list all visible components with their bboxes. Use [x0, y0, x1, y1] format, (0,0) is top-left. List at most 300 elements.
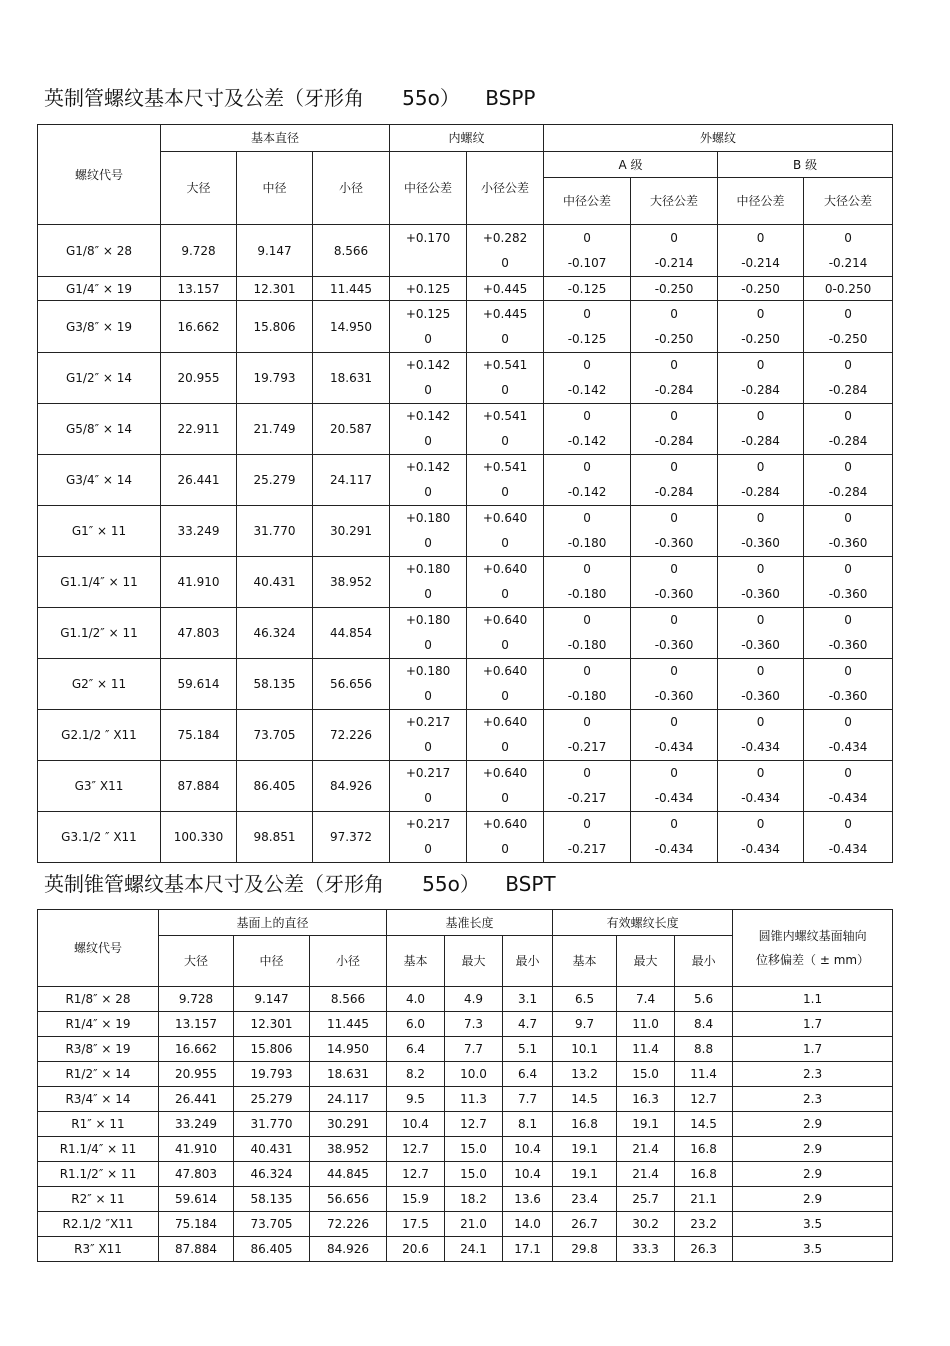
header-thread-code: 螺纹代号	[38, 125, 161, 225]
thread-code-cell: G2″ × 11	[38, 659, 161, 710]
useful-min-cell: 21.1	[675, 1187, 733, 1212]
table-row	[38, 225, 893, 277]
tolerance-upper: 0	[670, 562, 678, 576]
tolerance-upper: 0	[756, 817, 765, 831]
major-diameter-cell: 26.441	[159, 1087, 234, 1112]
major-diameter-cell: 20.955	[161, 353, 237, 404]
major-diameter-cell: 9.728	[161, 225, 237, 277]
internal-minor-tol-cell	[467, 455, 544, 506]
tolerance-upper: +0.180	[405, 511, 451, 525]
tolerance-lower: -0.360	[654, 536, 694, 550]
table-row	[38, 1137, 893, 1162]
gauge-max-cell: 15.0	[445, 1162, 503, 1187]
thread-code-cell: G1″ × 11	[38, 506, 161, 557]
internal-pitch-tol-cell	[390, 557, 467, 608]
bspt-table	[37, 909, 893, 1262]
tolerance-lower: -0.284	[828, 485, 868, 499]
pitch-diameter-cell: 98.851	[237, 812, 313, 863]
thread-code-cell: R3/8″ × 19	[38, 1037, 159, 1062]
tolerance-upper: 0	[756, 715, 765, 729]
thread-code-cell: G3″ X11	[38, 761, 161, 812]
tolerance-upper: +0.640	[482, 715, 528, 729]
header-gauge-length: 基准长度	[387, 910, 553, 936]
minor-diameter-cell: 44.845	[310, 1162, 387, 1187]
tolerance-lower: -0.214	[654, 255, 694, 270]
tolerance-lower: -0.214	[741, 255, 780, 270]
b-major-tol-cell	[804, 761, 893, 812]
tolerance-upper: 0	[583, 817, 591, 831]
b-major-tol-cell	[804, 404, 893, 455]
thread-code-cell: R1.1/2″ × 11	[38, 1162, 159, 1187]
axial-offset-cell: 1.7	[733, 1012, 893, 1037]
thread-code-cell: R1/2″ × 14	[38, 1062, 159, 1087]
tolerance-upper: 0	[583, 306, 591, 321]
b-pitch-tol-cell	[718, 353, 804, 404]
major-diameter-cell: 100.330	[161, 812, 237, 863]
tolerance-lower: 0	[424, 791, 432, 805]
thread-code-cell: R1/4″ × 19	[38, 1012, 159, 1037]
useful-max-cell: 7.4	[617, 987, 675, 1012]
useful-max-cell: 30.2	[617, 1212, 675, 1237]
tolerance-upper: +0.541	[482, 460, 528, 474]
tolerance-upper: 0	[583, 715, 591, 729]
b-major-tol-cell	[804, 506, 893, 557]
major-diameter-cell: 13.157	[159, 1012, 234, 1037]
a-major-tol-cell	[631, 812, 718, 863]
header-internal-pitch-tol: 中径公差	[390, 152, 467, 225]
tolerance-lower: -0.180	[567, 689, 607, 703]
tolerance-upper: 0	[844, 409, 852, 423]
tolerance-lower: 0	[501, 434, 509, 448]
a-pitch-tol-cell	[544, 353, 631, 404]
a-pitch-tol-cell	[544, 301, 631, 353]
tolerance-upper: 0	[844, 230, 852, 245]
tolerance-lower: -0.360	[741, 587, 780, 601]
major-diameter-cell: 75.184	[159, 1212, 234, 1237]
tolerance-upper: 0	[583, 766, 591, 780]
tolerance-lower: -0.142	[567, 383, 607, 397]
b-pitch-tol-cell	[718, 404, 804, 455]
tolerance-upper: +0.217	[405, 715, 451, 729]
tolerance-lower: -0.434	[741, 791, 780, 805]
tolerance-lower: -0.360	[828, 536, 868, 550]
tolerance-upper: +0.142	[405, 409, 451, 423]
tolerance-upper: 0	[670, 664, 678, 678]
major-diameter-cell: 16.662	[161, 301, 237, 353]
header-gauge-diameter: 基面上的直径	[159, 910, 387, 936]
header-useful-length: 有效螺纹长度	[553, 910, 733, 936]
tolerance-lower: 0	[501, 842, 509, 856]
tolerance-upper: 0	[844, 511, 852, 525]
table-row	[38, 1112, 893, 1137]
pitch-diameter-cell: 73.705	[234, 1212, 310, 1237]
b-major-tol-cell	[804, 710, 893, 761]
useful-min-cell: 23.2	[675, 1212, 733, 1237]
tolerance-upper: +0.125	[405, 306, 451, 321]
gauge-min-cell: 8.1	[503, 1112, 553, 1137]
axial-offset-cell: 2.3	[733, 1062, 893, 1087]
tolerance-lower: -0.360	[741, 689, 780, 703]
header-b-major-tol: 大径公差	[804, 178, 893, 225]
tolerance-lower: -0.284	[828, 434, 868, 448]
header-internal-thread: 内螺纹	[390, 125, 544, 152]
table-row	[38, 353, 893, 404]
gauge-max-cell: 21.0	[445, 1212, 503, 1237]
tolerance-upper: 0	[756, 766, 765, 780]
minor-diameter-cell: 24.117	[313, 455, 390, 506]
useful-basic-cell: 6.5	[553, 987, 617, 1012]
minor-diameter-cell: 56.656	[310, 1187, 387, 1212]
tolerance-upper: 0	[670, 715, 678, 729]
tolerance-lower: 0	[501, 255, 509, 270]
gauge-min-cell: 4.7	[503, 1012, 553, 1037]
thread-code-cell: G1.1/2″ × 11	[38, 608, 161, 659]
internal-minor-tol-cell	[467, 301, 544, 353]
gauge-min-cell: 14.0	[503, 1212, 553, 1237]
useful-min-cell: 11.4	[675, 1062, 733, 1087]
tolerance-upper: 0	[756, 409, 765, 423]
internal-minor-tol-cell: +0.445	[467, 277, 544, 301]
tolerance-upper: 0	[844, 358, 852, 372]
gauge-basic-cell: 9.5	[387, 1087, 445, 1112]
tolerance-lower: -0.180	[567, 587, 607, 601]
internal-minor-tol-cell	[467, 710, 544, 761]
useful-basic-cell: 23.4	[553, 1187, 617, 1212]
useful-min-cell: 12.7	[675, 1087, 733, 1112]
internal-pitch-tol-cell	[390, 225, 467, 277]
tolerance-upper: +0.640	[482, 511, 528, 525]
b-major-tol-cell	[804, 225, 893, 277]
thread-code-cell: G5/8″ × 14	[38, 404, 161, 455]
tolerance-lower: -0.360	[741, 638, 780, 652]
table-row	[38, 1212, 893, 1237]
useful-min-cell: 5.6	[675, 987, 733, 1012]
pitch-diameter-cell: 58.135	[234, 1187, 310, 1212]
tolerance-upper: +0.541	[482, 409, 528, 423]
tolerance-lower: 0	[424, 331, 432, 346]
a-pitch-tol-cell: -0.125	[544, 277, 631, 301]
tolerance-lower: -0.360	[828, 689, 868, 703]
tolerance-upper: +0.180	[405, 613, 451, 627]
major-diameter-cell: 41.910	[161, 557, 237, 608]
tolerance-upper: +0.640	[482, 562, 528, 576]
tolerance-lower: 0	[424, 638, 432, 652]
a-major-tol-cell	[631, 506, 718, 557]
a-pitch-tol-cell	[544, 557, 631, 608]
gauge-min-cell: 3.1	[503, 987, 553, 1012]
pitch-diameter-cell: 25.279	[234, 1087, 310, 1112]
tolerance-lower: -0.360	[654, 689, 694, 703]
tolerance-lower: 0	[501, 689, 509, 703]
gauge-min-cell: 6.4	[503, 1062, 553, 1087]
tolerance-upper: 0	[670, 766, 678, 780]
major-diameter-cell: 26.441	[161, 455, 237, 506]
major-diameter-cell: 87.884	[161, 761, 237, 812]
tolerance-upper: +0.142	[405, 358, 451, 372]
tolerance-lower: -0.284	[654, 434, 694, 448]
tolerance-lower: 0	[501, 587, 509, 601]
axial-offset-cell: 2.9	[733, 1112, 893, 1137]
internal-pitch-tol-cell	[390, 353, 467, 404]
useful-max-cell: 11.4	[617, 1037, 675, 1062]
tolerance-lower: 0	[424, 485, 432, 499]
table-row	[38, 301, 893, 353]
header-gauge-min: 最小	[503, 936, 553, 987]
tolerance-upper: +0.640	[482, 613, 528, 627]
tolerance-upper: 0	[583, 230, 591, 245]
gauge-max-cell: 10.0	[445, 1062, 503, 1087]
tolerance-lower: -0.250	[741, 331, 780, 346]
tolerance-lower: -0.180	[567, 536, 607, 550]
gauge-min-cell: 10.4	[503, 1162, 553, 1187]
gauge-basic-cell: 8.2	[387, 1062, 445, 1087]
gauge-max-cell: 4.9	[445, 987, 503, 1012]
axial-offset-cell: 2.9	[733, 1137, 893, 1162]
internal-pitch-tol-cell	[390, 659, 467, 710]
gauge-min-cell: 7.7	[503, 1087, 553, 1112]
tolerance-lower: 0	[501, 740, 509, 754]
header-pitch-diameter: 中径	[234, 936, 310, 987]
minor-diameter-cell: 56.656	[313, 659, 390, 710]
minor-diameter-cell: 11.445	[313, 277, 390, 301]
tolerance-upper: +0.170	[405, 230, 451, 245]
internal-minor-tol-cell	[467, 659, 544, 710]
header-class-a: A 级	[544, 152, 718, 178]
minor-diameter-cell: 72.226	[313, 710, 390, 761]
gauge-basic-cell: 20.6	[387, 1237, 445, 1262]
useful-basic-cell: 14.5	[553, 1087, 617, 1112]
major-diameter-cell: 59.614	[161, 659, 237, 710]
gauge-max-cell: 7.3	[445, 1012, 503, 1037]
minor-diameter-cell: 72.226	[310, 1212, 387, 1237]
b-pitch-tol-cell	[718, 506, 804, 557]
b-pitch-tol-cell	[718, 455, 804, 506]
tolerance-upper: 0	[844, 613, 852, 627]
gauge-max-cell: 7.7	[445, 1037, 503, 1062]
tolerance-upper: 0	[844, 562, 852, 576]
header-major-diameter: 大径	[161, 152, 237, 225]
a-major-tol-cell	[631, 301, 718, 353]
table-row	[38, 1087, 893, 1112]
tolerance-lower: 0	[424, 842, 432, 856]
internal-minor-tol-cell	[467, 225, 544, 277]
tolerance-upper: +0.180	[405, 664, 451, 678]
tolerance-upper: +0.640	[482, 664, 528, 678]
internal-pitch-tol-cell	[390, 608, 467, 659]
b-pitch-tol-cell	[718, 301, 804, 353]
useful-min-cell: 16.8	[675, 1137, 733, 1162]
useful-max-cell: 11.0	[617, 1012, 675, 1037]
a-pitch-tol-cell	[544, 404, 631, 455]
b-pitch-tol-cell: -0.250	[718, 277, 804, 301]
useful-basic-cell: 9.7	[553, 1012, 617, 1037]
table-row	[38, 1037, 893, 1062]
gauge-max-cell: 12.7	[445, 1112, 503, 1137]
thread-code-cell: R1″ × 11	[38, 1112, 159, 1137]
axial-offset-cell: 1.1	[733, 987, 893, 1012]
tolerance-lower: -0.360	[828, 638, 868, 652]
pitch-diameter-cell: 86.405	[237, 761, 313, 812]
tolerance-lower: -0.142	[567, 485, 607, 499]
gauge-basic-cell: 12.7	[387, 1137, 445, 1162]
tolerance-lower: -0.284	[828, 383, 868, 397]
pitch-diameter-cell: 73.705	[237, 710, 313, 761]
tolerance-upper: 0	[756, 511, 765, 525]
gauge-min-cell: 10.4	[503, 1137, 553, 1162]
header-class-b: B 级	[718, 152, 893, 178]
tolerance-lower: 0	[501, 536, 509, 550]
tolerance-lower: -0.360	[828, 587, 868, 601]
table-row	[38, 761, 893, 812]
a-major-tol-cell	[631, 225, 718, 277]
thread-code-cell: R3/4″ × 14	[38, 1087, 159, 1112]
table-row	[38, 812, 893, 863]
useful-max-cell: 21.4	[617, 1137, 675, 1162]
tolerance-upper: 0	[670, 306, 678, 321]
header-useful-max: 最大	[617, 936, 675, 987]
tolerance-upper: 0	[583, 460, 591, 474]
b-major-tol-cell	[804, 301, 893, 353]
tolerance-lower: 0	[501, 383, 509, 397]
minor-diameter-cell: 8.566	[313, 225, 390, 277]
tolerance-upper: +0.282	[482, 230, 528, 245]
useful-basic-cell: 29.8	[553, 1237, 617, 1262]
thread-code-cell: R2.1/2 ″X11	[38, 1212, 159, 1237]
tolerance-lower: -0.434	[828, 791, 868, 805]
gauge-basic-cell: 4.0	[387, 987, 445, 1012]
tolerance-upper: 0	[844, 766, 852, 780]
minor-diameter-cell: 38.952	[313, 557, 390, 608]
header-internal-minor-tol: 小径公差	[467, 152, 544, 225]
tolerance-upper: 0	[670, 230, 678, 245]
tolerance-lower: -0.360	[741, 536, 780, 550]
tolerance-upper: 0	[583, 613, 591, 627]
b-pitch-tol-cell	[718, 557, 804, 608]
a-major-tol-cell	[631, 353, 718, 404]
header-a-major-tol: 大径公差	[631, 178, 718, 225]
b-major-tol-cell	[804, 353, 893, 404]
a-pitch-tol-cell	[544, 710, 631, 761]
tolerance-upper: 0	[583, 409, 591, 423]
tolerance-lower: -0.434	[654, 740, 694, 754]
gauge-max-cell: 24.1	[445, 1237, 503, 1262]
major-diameter-cell: 33.249	[159, 1112, 234, 1137]
minor-diameter-cell: 18.631	[310, 1062, 387, 1087]
thread-code-cell: G1.1/4″ × 11	[38, 557, 161, 608]
pitch-diameter-cell: 19.793	[237, 353, 313, 404]
tolerance-lower: -0.217	[567, 791, 607, 805]
gauge-basic-cell: 12.7	[387, 1162, 445, 1187]
pitch-diameter-cell: 31.770	[237, 506, 313, 557]
tolerance-lower: -0.180	[567, 638, 607, 652]
tolerance-upper: 0	[756, 460, 765, 474]
table-row	[38, 557, 893, 608]
bspp-table	[37, 124, 893, 863]
gauge-max-cell: 15.0	[445, 1137, 503, 1162]
internal-minor-tol-cell	[467, 761, 544, 812]
useful-max-cell: 19.1	[617, 1112, 675, 1137]
table-row	[38, 404, 893, 455]
gauge-basic-cell: 17.5	[387, 1212, 445, 1237]
tolerance-upper: 0	[670, 817, 678, 831]
header-external-thread: 外螺纹	[544, 125, 893, 152]
useful-max-cell: 15.0	[617, 1062, 675, 1087]
table-row	[38, 710, 893, 761]
internal-minor-tol-cell	[467, 506, 544, 557]
thread-code-cell: G3/4″ × 14	[38, 455, 161, 506]
minor-diameter-cell: 20.587	[313, 404, 390, 455]
internal-minor-tol-cell	[467, 557, 544, 608]
axial-offset-cell: 3.5	[733, 1212, 893, 1237]
tolerance-upper: 0	[844, 817, 852, 831]
internal-minor-tol-cell	[467, 608, 544, 659]
thread-code-cell: G3/8″ × 19	[38, 301, 161, 353]
tolerance-lower: 0	[501, 485, 509, 499]
useful-basic-cell: 26.7	[553, 1212, 617, 1237]
internal-pitch-tol-cell: +0.125	[390, 277, 467, 301]
axial-offset-cell: 3.5	[733, 1237, 893, 1262]
tolerance-upper: 0	[756, 358, 765, 372]
pitch-diameter-cell: 46.324	[234, 1162, 310, 1187]
internal-minor-tol-cell	[467, 353, 544, 404]
pitch-diameter-cell: 12.301	[237, 277, 313, 301]
header-useful-basic: 基本	[553, 936, 617, 987]
header-b-pitch-tol: 中径公差	[718, 178, 804, 225]
header-axial-offset-line2: 位移偏差（ ± mm）	[756, 953, 870, 967]
header-useful-min: 最小	[675, 936, 733, 987]
minor-diameter-cell: 30.291	[310, 1112, 387, 1137]
thread-code-cell: R1.1/4″ × 11	[38, 1137, 159, 1162]
major-diameter-cell: 22.911	[161, 404, 237, 455]
minor-diameter-cell: 14.950	[310, 1037, 387, 1062]
header-minor-diameter: 小径	[313, 152, 390, 225]
tolerance-upper: 0	[844, 715, 852, 729]
b-pitch-tol-cell	[718, 761, 804, 812]
b-major-tol-cell	[804, 557, 893, 608]
tolerance-lower: -0.434	[741, 842, 780, 856]
tolerance-lower: -0.217	[567, 740, 607, 754]
minor-diameter-cell: 8.566	[310, 987, 387, 1012]
header-axial-offset	[733, 910, 893, 987]
pitch-diameter-cell: 40.431	[237, 557, 313, 608]
useful-basic-cell: 19.1	[553, 1162, 617, 1187]
tolerance-lower: -0.250	[654, 331, 694, 346]
table-row	[38, 1062, 893, 1087]
tolerance-upper: +0.640	[482, 766, 528, 780]
tolerance-upper: 0	[844, 306, 852, 321]
internal-pitch-tol-cell	[390, 506, 467, 557]
table-row	[38, 659, 893, 710]
bspt-table-body	[38, 987, 893, 1262]
a-pitch-tol-cell	[544, 506, 631, 557]
tolerance-upper: 0	[583, 562, 591, 576]
useful-max-cell: 33.3	[617, 1237, 675, 1262]
useful-basic-cell: 10.1	[553, 1037, 617, 1062]
b-major-tol-cell	[804, 608, 893, 659]
axial-offset-cell: 2.9	[733, 1187, 893, 1212]
minor-diameter-cell: 97.372	[313, 812, 390, 863]
tolerance-lower: -0.284	[741, 383, 780, 397]
tolerance-upper: +0.142	[405, 460, 451, 474]
pitch-diameter-cell: 25.279	[237, 455, 313, 506]
useful-min-cell: 26.3	[675, 1237, 733, 1262]
tolerance-lower: -0.107	[567, 255, 607, 270]
a-major-tol-cell	[631, 404, 718, 455]
tolerance-lower: 0	[424, 434, 432, 448]
tolerance-lower: -0.284	[654, 383, 694, 397]
tolerance-upper: 0	[756, 664, 765, 678]
tolerance-upper: +0.445	[482, 306, 528, 321]
